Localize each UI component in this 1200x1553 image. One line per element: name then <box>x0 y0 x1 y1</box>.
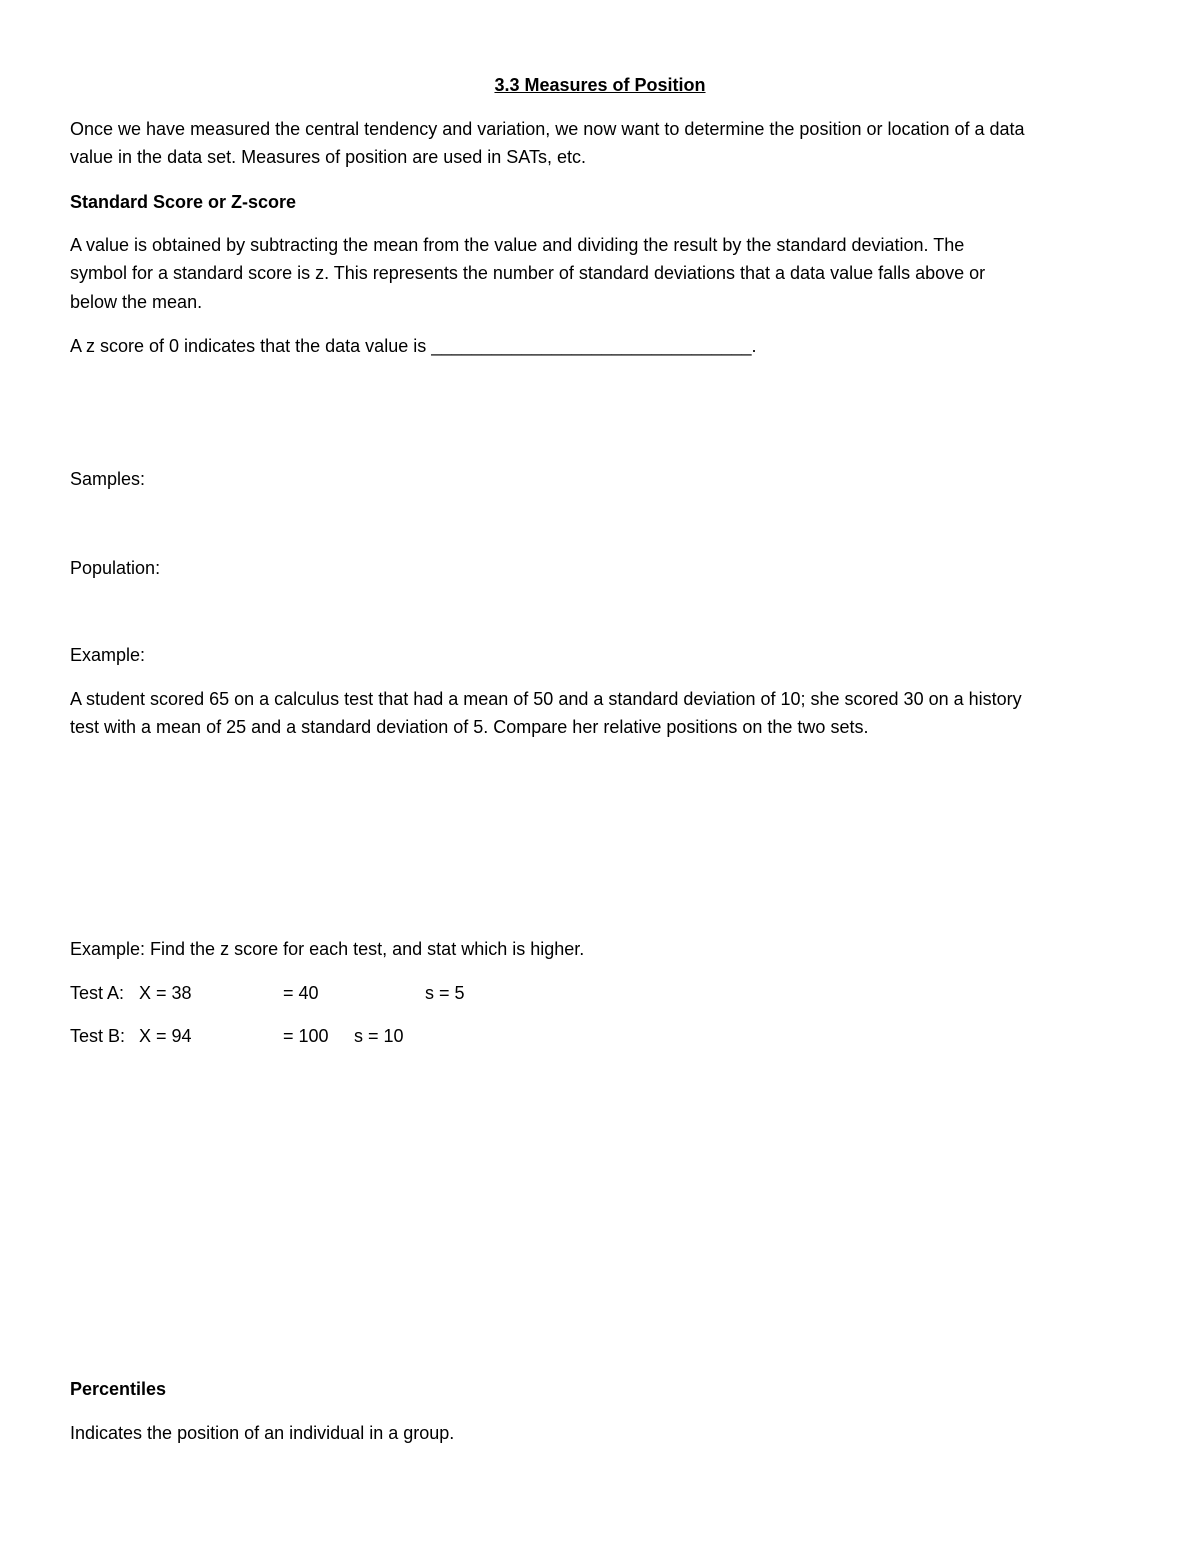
test-a-x: X = 38 <box>139 983 192 1003</box>
intro-line-2: value in the data set. Measures of position are used in SATs, etc. <box>70 147 586 167</box>
test-a-s: s = 5 <box>425 983 465 1003</box>
test-b-name: Test B: <box>70 1026 126 1046</box>
test-b-x: X = 94 <box>139 1026 192 1046</box>
percentiles-heading: Percentiles <box>70 1379 167 1399</box>
zscore-line-1: A value is obtained by subtracting the mean from the value and dividing the result by the standard deviation. The <box>70 235 965 255</box>
example-2-label: Example: Find the z score for each test, and stat which is higher. <box>70 939 585 959</box>
page-title: 3.3 Measures of Position <box>494 75 706 95</box>
zscore-blank-prompt: A z score of 0 indicates that the data value is ________________________________. <box>70 336 757 356</box>
test-b-mean: = 100 <box>283 1026 329 1046</box>
intro-line-1: Once we have measured the central tendency and variation, we now want to determine the position or location of a data <box>70 119 1025 139</box>
zscore-line-3: below the mean. <box>70 292 203 312</box>
percentiles-text: Indicates the position of an individual in a group. <box>70 1423 455 1443</box>
test-a-mean: = 40 <box>283 983 319 1003</box>
test-a-name: Test A: <box>70 983 125 1003</box>
population-label: Population: <box>70 558 161 578</box>
test-b-s: s = 10 <box>354 1026 404 1046</box>
samples-label: Samples: <box>70 469 146 489</box>
zscore-line-2: symbol for a standard score is z. This represents the number of standard deviations that a data value falls above or <box>70 263 986 283</box>
example-1-line-2: test with a mean of 25 and a standard deviation of 5. Compare her relative positions on the two sets. <box>70 717 869 737</box>
example-1-line-1: A student scored 65 on a calculus test that had a mean of 50 and a standard deviation of 10; she scored 30 on a history <box>70 689 1022 709</box>
zscore-heading: Standard Score or Z-score <box>70 192 297 212</box>
example-1-label: Example: <box>70 645 146 665</box>
